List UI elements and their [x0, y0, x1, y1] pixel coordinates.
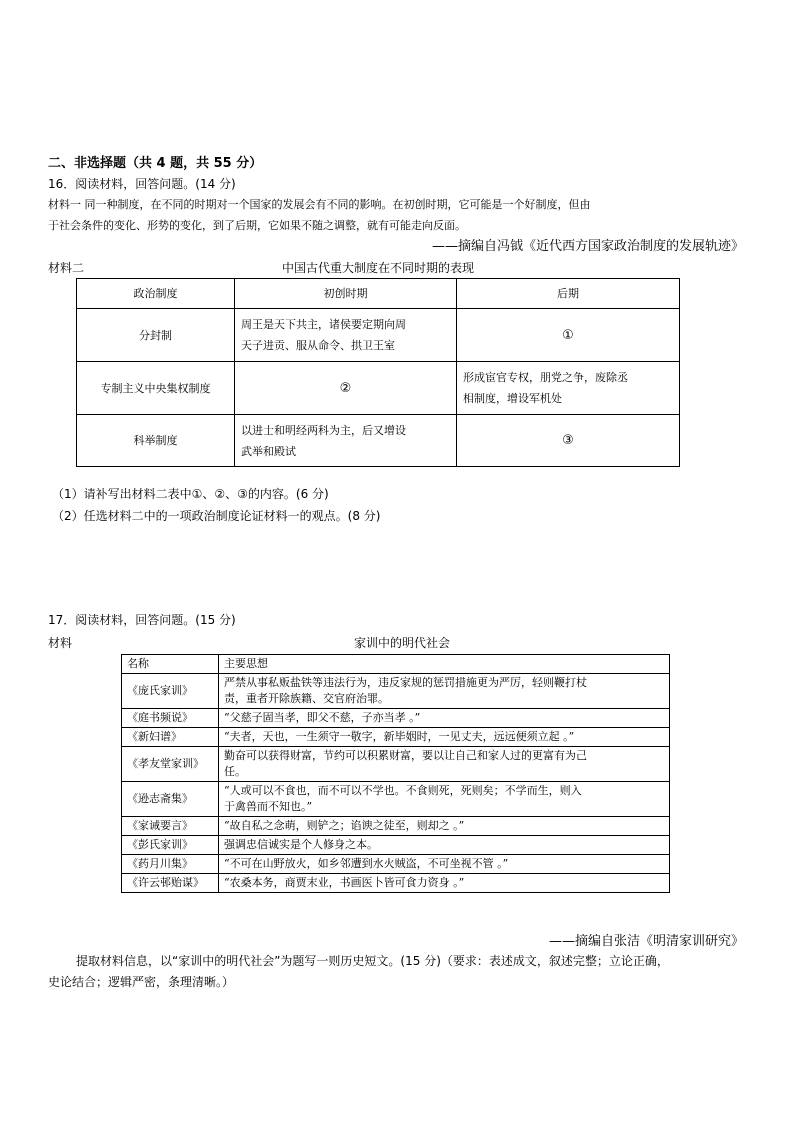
q17-row-name: 《家诫要言》: [122, 817, 219, 836]
cell-line: 勤奋可以获得财富，节约可以积累财富，要以让自己和家人过的更富有为己: [224, 749, 587, 762]
q16-header-early: 初创时期: [235, 279, 457, 309]
q17-row-name: 《许云邨贻谋》: [122, 874, 219, 893]
q17-row-name: 《彭氏家训》: [122, 836, 219, 855]
q16-source1: ——摘编自冯钺《近代西方国家政治制度的发展轨迹》: [431, 239, 744, 254]
q16-header-system: 政治制度: [77, 279, 235, 309]
cell-line: “夫者，天也，一生须守一敬字，新毕姻时，一见丈夫，远远便须立起 。”: [224, 730, 575, 743]
q16-row3-system: 科举制度: [77, 415, 235, 467]
q16-row2-early: ②: [235, 362, 457, 415]
q17-row-idea: [219, 836, 670, 855]
q17-source: ——摘编自张洁《明清家训研究》: [548, 934, 744, 949]
q16-row3-late: ③: [457, 415, 680, 467]
q17-row-idea: [219, 709, 670, 728]
q16-material2-label: 材料二: [48, 261, 85, 275]
q16-row1-late: ①: [457, 309, 680, 362]
q17-row-name: 《庞氏家训》: [122, 674, 219, 709]
q16-stem: 16．阅读材料，回答问题。(14 分): [48, 177, 236, 191]
cell-line: 强调忠信诚实是个人修身之本。: [224, 838, 378, 851]
q17-row-name: 《药月川集》: [122, 855, 219, 874]
section-heading: 二、非选择题（共 4 题，共 55 分）: [48, 156, 263, 171]
q17-table-title: 家训中的明代社会: [354, 636, 451, 650]
q16-row3-early: [235, 415, 457, 467]
q16-row1-system: 分封制: [77, 309, 235, 362]
q17-task-line2: 史论结合；逻辑严密，条理清晰。）: [48, 975, 235, 989]
q16-table-title: 中国古代重大制度在不同时期的表现: [282, 261, 475, 275]
q17-task-line1: 提取材料信息，以“家训中的明代社会”为题写一则历史短文。(15 分)（要求：表述成文，叙述完整；立论正确，: [76, 954, 669, 968]
cell-line: 责，重者开除族籍、交官府治罪。: [224, 692, 389, 705]
cell-line: 于禽兽而不知也。”: [224, 800, 313, 813]
q16-table: [76, 278, 680, 467]
q16-row1-early: [235, 309, 457, 362]
q16-header-late: 后期: [457, 279, 680, 309]
q17-row-name: 《新妇谱》: [122, 728, 219, 747]
q17-row-name: 《庭书频说》: [122, 709, 219, 728]
cell-line: 以进士和明经两科为主，后又增设: [241, 423, 406, 437]
cell-line: “父慈子固当孝，即父不慈，子亦当孝 。”: [224, 711, 421, 724]
q17-row-idea: [219, 674, 670, 709]
q17-row-idea: [219, 855, 670, 874]
q17-row-name: 《孝友堂家训》: [122, 747, 219, 782]
cell-line: 任。: [224, 765, 246, 778]
cell-line: “故自私之念萌，则铲之；谄谀之徒至，则却之 。”: [224, 819, 465, 832]
cell-line: 周王是天下共主，诸侯要定期向周: [241, 318, 406, 331]
q16-row2-late: [457, 362, 680, 415]
q17-table: [121, 654, 670, 893]
q16-material1-line2: 于社会条件的变化、形势的变化，到了后期，它如果不随之调整，就有可能走向反面。: [48, 219, 466, 232]
cell-line: 武举和殿试: [241, 444, 296, 458]
q17-stem: 17．阅读材料，回答问题。(15 分): [48, 613, 236, 627]
cell-line: 形成宦官专权，朋党之争，废除丞: [463, 371, 628, 384]
q16-row2-system: 专制主义中央集权制度: [77, 362, 235, 415]
q17-header-idea: 主要思想: [219, 655, 670, 674]
q17-header-name: 名称: [122, 655, 219, 674]
q17-row-name: 《逊志斋集》: [122, 782, 219, 817]
q17-row-idea: [219, 747, 670, 782]
cell-line: 天子进贡、服从命令、拱卫王室: [241, 339, 395, 352]
cell-line: 相制度，增设军机处: [463, 392, 562, 405]
q17-row-idea: [219, 817, 670, 836]
cell-line: “人或可以不食也，而不可以不学也。不食则死，死则矣；不学而生，则入: [224, 784, 582, 797]
q16-material1-line1: 材料一 同一种制度，在不同的时期对一个国家的发展会有不同的影响。在初创时期，它可能是一个好制度，但由: [48, 198, 591, 211]
cell-line: “不可在山野放火，如乡邻遭到水火贼盗，不可坐视不管 。”: [224, 857, 509, 870]
q17-row-idea: [219, 782, 670, 817]
q17-material-label: 材料: [48, 636, 73, 650]
cell-line: “农桑本务，商贾末业，书画医卜皆可食力资身 。”: [224, 876, 465, 889]
q17-row-idea: [219, 728, 670, 747]
q17-row-idea: [219, 874, 670, 893]
cell-line: 严禁从事私贩盐铁等违法行为，违反家规的惩罚措施更为严厉，轻则鞭打杖: [224, 676, 587, 689]
q16-sub1: （1）请补写出材料二表中①、②、③的内容。(6 分): [52, 487, 329, 501]
q16-sub2: （2）任选材料二中的一项政治制度论证材料一的观点。(8 分): [52, 509, 381, 523]
